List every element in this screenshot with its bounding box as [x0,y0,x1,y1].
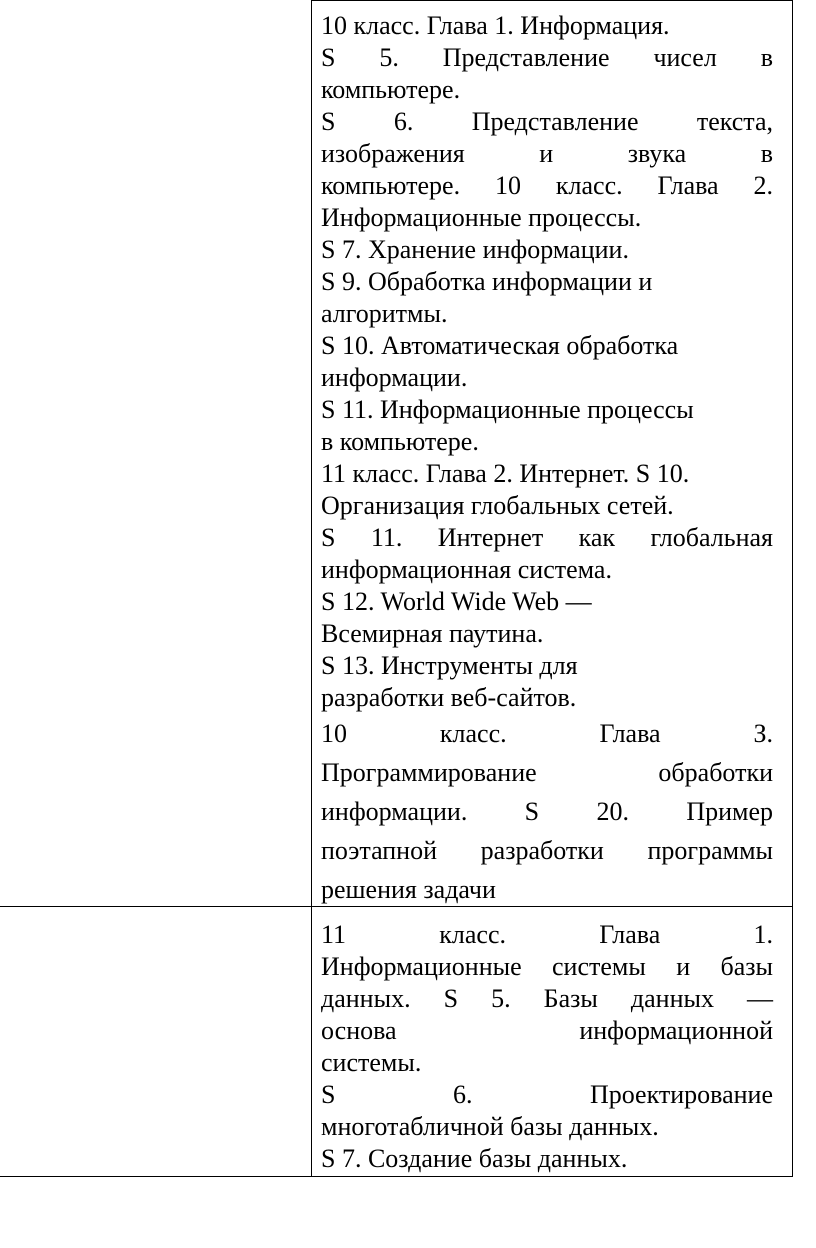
right-line: системы. [321,1048,422,1077]
right-line: поэтапной разработки программы [321,836,773,865]
table-row [0,906,793,1177]
right-line: Всемирная паутина. [321,619,544,648]
right-line: изображения и звука в [321,139,773,168]
right-line: Информационные процессы. [321,203,642,232]
right-line: S 9. Обработка информации и [321,267,653,296]
right-line: компьютере. 10 класс. Глава 2. [321,171,773,200]
right-line: информационная система. [321,555,612,584]
right-line: S 7. Создание базы данных. [321,1144,628,1173]
right-line: S 6. Представление текста, [321,107,773,136]
right-line: данных. S 5. Базы данных — [321,984,773,1013]
right-line: основа информационной [321,1016,773,1045]
right-line: S 6. Проектирование [321,1080,773,1109]
right-cell [321,919,773,1175]
right-line: S 5. Представление чисел в [321,43,773,72]
right-cell [321,10,773,909]
right-line: решения задачи [321,875,496,904]
right-line: Информационные системы и базы [321,952,773,981]
right-line: 10 класс. Глава З. [321,719,773,748]
right-line: 10 класс. Глава 1. Информация. [321,11,670,40]
right-line: алгоритмы. [321,299,448,328]
right-line: S 7. Хранение информации. [321,235,629,264]
right-line: 11 класс. Глава 1. [321,920,773,949]
right-line: информации. [321,363,468,392]
right-line: информации. S 20. Пример [321,797,773,826]
right-line: компьютере. [321,75,461,104]
right-line: S 11. Интернет как глобальная [321,523,773,552]
right-line: S 13. Инструменты для [321,651,578,680]
right-line: Организация глобальных сетей. [321,491,674,520]
right-line: S 12. World Wide Web — [321,587,592,616]
right-line: разработки веб-сайтов. [321,683,577,712]
right-line: 11 класс. Глава 2. Интернет. S 10. [321,459,690,488]
right-line: многотабличной базы данных. [321,1112,659,1141]
right-line: S 11. Информационные процессы [321,395,694,424]
right-line: Программирование обработки [321,758,773,787]
right-line: в компьютере. [321,427,479,456]
right-line: S 10. Автоматическая обработка [321,331,679,360]
